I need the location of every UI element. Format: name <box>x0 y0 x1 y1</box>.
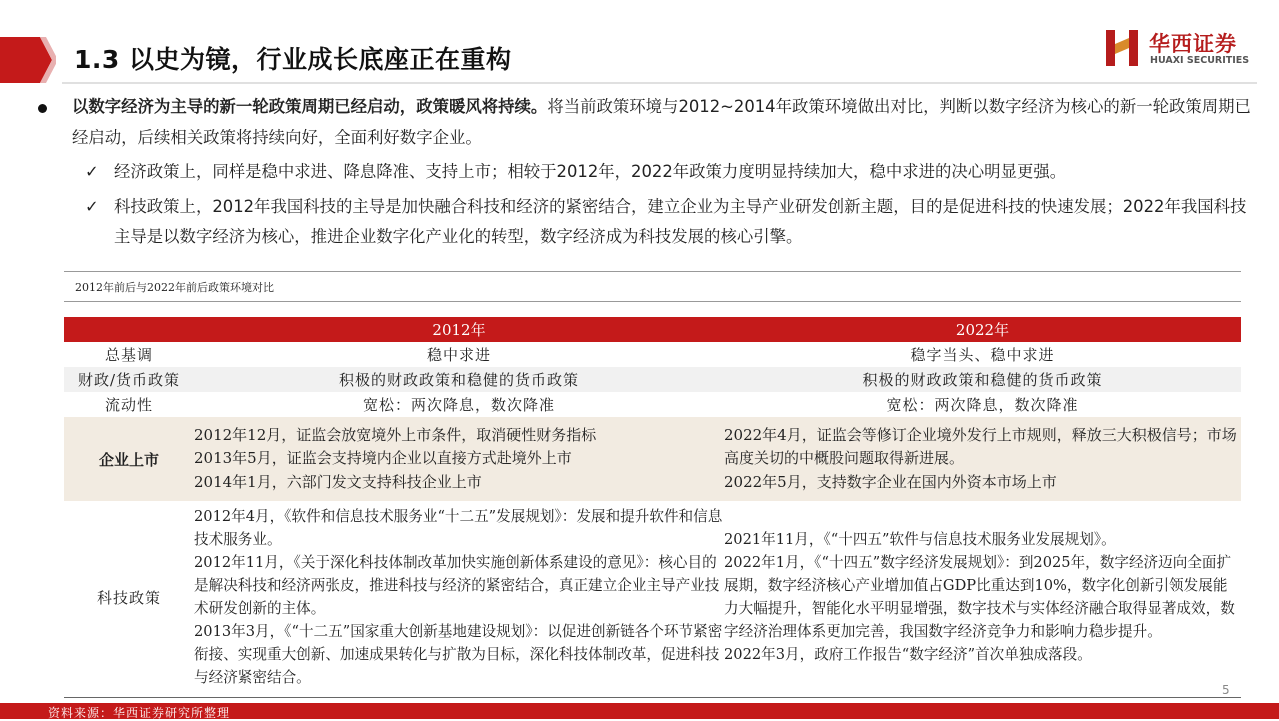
cell-2022-listing <box>724 417 1241 501</box>
tech-2022-item: 2022年3月，政府工作报告“数字经济”首次单独成落段。 <box>724 646 1092 663</box>
main-bullet <box>38 92 1253 153</box>
header-2012: 2012年 <box>194 317 724 342</box>
row-label-tech: 科技政策 <box>96 588 161 607</box>
table-row-listing <box>64 417 1241 501</box>
sub-bullet-economic-text: 经济政策上，同样是稳中求进、降息降准、支持上市；相较于2012年，2022年政策力度明显持续加大，稳中求进的决心明显更强。 <box>114 162 1067 181</box>
sub-bullet-tech-text: 科技政策上，2012年我国科技的主导是加快融合科技和经济的紧密结合，建立企业为主导产业研发创新主题，目的是促进科技的快速发展；2022年我国科技主导是以数字经济为核心，推进企业数字化产业化的转型，数字经济成为科技发展的核心引擎。 <box>114 196 1247 246</box>
checkmark-icon: ✓ <box>85 162 99 181</box>
caption-bottom-rule <box>64 301 1241 302</box>
logo-chinese-name: 华西证券 <box>1149 32 1237 56</box>
tech-2012-item: 2012年11月，《关于深化科技体制改革加快实施创新体系建设的意见》：核心目的是解决科技和经济两张皮，推进科技与经济的紧密结合，真正建立企业主导产业技术研发创新的主体。 <box>194 554 720 617</box>
row-label: 财政/货币政策 <box>64 367 194 392</box>
huaxi-logo-icon <box>1103 28 1143 68</box>
table-bottom-rule <box>64 697 1241 698</box>
table-row <box>64 392 1241 417</box>
cell-2022: 稳字当头、稳中求进 <box>910 346 1055 364</box>
page-number: 5 <box>1222 683 1230 697</box>
listing-2012-item: 2012年12月，证监会放宽境外上市条件，取消硬性财务指标 <box>194 425 597 444</box>
section-tab-marker <box>0 37 56 83</box>
tech-2012-item: 2013年3月，《“十二五”国家重大创新基地建设规划》：以促进创新链各个环节紧密衔接、实现重大创新、加速成果转化与扩散为目标，深化科技体制改革，促进科技与经济紧密结合。 <box>194 623 723 686</box>
table-row <box>64 342 1241 367</box>
header-2022: 2022年 <box>724 317 1241 342</box>
listing-2012-item: 2013年5月，证监会支持境内企业以直接方式赴境外上市 <box>194 449 572 468</box>
summary-bullets <box>38 92 1253 253</box>
title-divider <box>62 82 1257 84</box>
listing-2012-item: 2014年1月，六部门发文支持科技企业上市 <box>194 472 482 491</box>
listing-2022-item: 2022年5月，支持数字企业在国内外资本市场上市 <box>724 472 1057 491</box>
sub-bullet-tech <box>38 192 1253 253</box>
row-label: 流动性 <box>104 396 153 414</box>
footer-bar <box>0 703 1279 719</box>
row-label: 总基调 <box>104 346 153 364</box>
policy-comparison-table <box>64 317 1241 693</box>
cell-2022: 宽松：两次降息，数次降准 <box>886 396 1079 414</box>
table-caption: 2012年前后与2022年前后政策环境对比 <box>75 281 274 294</box>
page-title: 1.3 以史为镜，行业成长底座正在重构 <box>74 45 512 74</box>
cell-2022: 积极的财政政策和稳健的货币政策 <box>724 367 1241 392</box>
logo-english-name: HUAXI SECURITIES <box>1150 55 1250 66</box>
tech-2022-item: 2021年11月，《“十四五”软件与信息技术服务业发展规划》。 <box>724 531 1116 548</box>
tech-2012-item: 2012年4月，《软件和信息技术服务业“十二五”发展规划》：发展和提升软件和信息技术服务业。 <box>194 508 723 548</box>
cell-2012: 稳中求进 <box>426 346 491 364</box>
table-row <box>64 367 1241 392</box>
cell-2022-tech <box>724 501 1241 693</box>
tech-2022-item: 2022年1月，《“十四五”数字经济发展规划》：到2025年，数字经济迈向全面扩展期，数字经济核心产业增加值占GDP比重达到10%，数字化创新引领发展能力大幅提升，智能化水平明显增强，数字技术与实体经济融合取得显著成效，数字经济治理体系更加完善，我国数字经济竞争力和影响力稳步提升。 <box>724 554 1235 640</box>
caption-top-rule <box>64 271 1241 272</box>
main-bullet-lead: 以数字经济为主导的新一轮政策周期已经启动，政策暖风将持续。 <box>72 97 548 116</box>
table-header-row <box>64 317 1241 342</box>
cell-2012-listing <box>194 417 724 501</box>
header-blank <box>64 317 194 342</box>
cell-2012: 积极的财政政策和稳健的货币政策 <box>194 367 724 392</box>
sub-bullet-economic <box>38 157 1253 188</box>
main-bullet-text: 将当前政策环境与2012~2014年政策环境做出对比，判断以数字经济为核心的新一轮政策周期已经启动，后续相关政策将持续向好，全面利好数字企业。 <box>72 97 1251 147</box>
table-row-tech <box>64 501 1241 693</box>
source-note: 资料来源：华西证券研究所整理 <box>48 706 231 720</box>
cell-2012: 宽松：两次降息，数次降准 <box>362 396 555 414</box>
checkmark-icon: ✓ <box>85 196 99 216</box>
listing-2022-item: 2022年4月，证监会等修订企业境外发行上市规则，释放三大积极信号；市场高度关切的中概股问题取得新进展。 <box>724 425 1237 468</box>
cell-2012-tech <box>194 501 724 693</box>
company-logo <box>1103 28 1263 68</box>
bullet-dot-icon <box>38 104 47 113</box>
row-label-listing: 企业上市 <box>64 417 194 501</box>
